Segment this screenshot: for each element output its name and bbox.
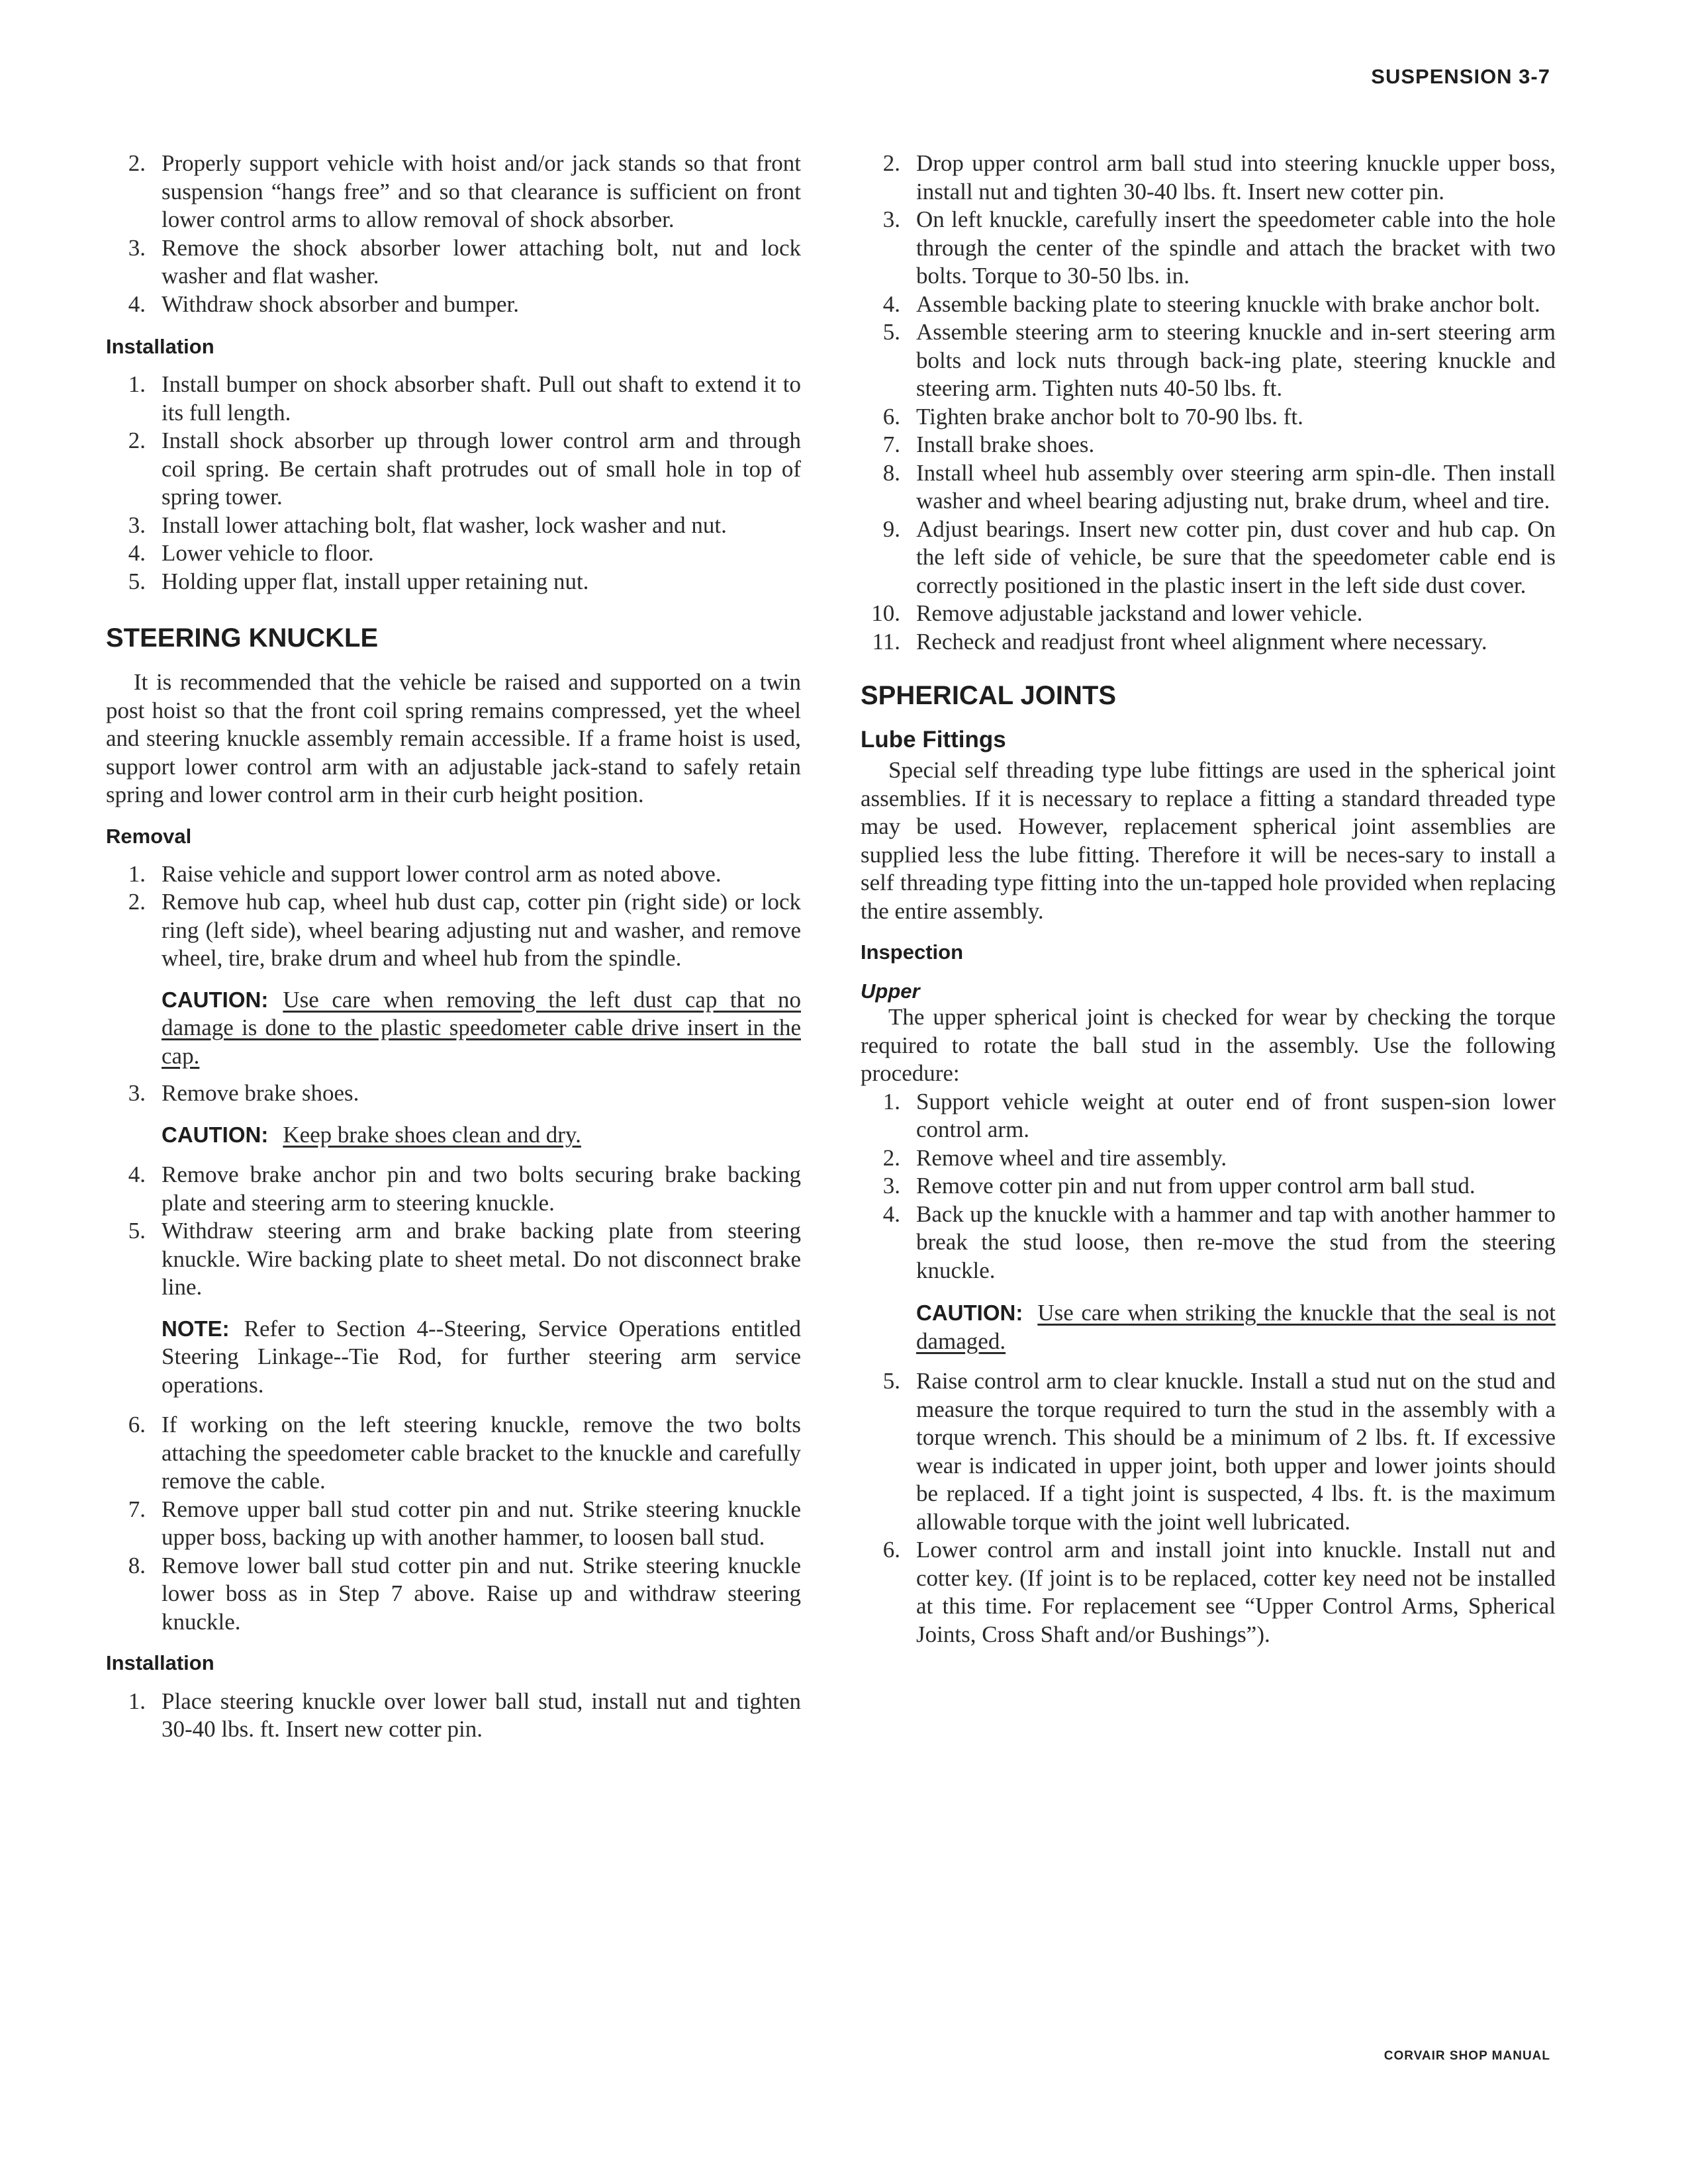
knuckle-removal-heading: Removal — [106, 824, 192, 848]
running-head: SUSPENSION 3-7 — [1371, 65, 1550, 88]
knuckle-installation-steps-continued — [861, 150, 1556, 656]
knuckle-installation-steps — [106, 1688, 801, 1744]
right-column — [861, 150, 1556, 1649]
note-text: Refer to Section 4--Steering, Service Operations entitled Steering Linkage--Tie Rod, for further steering arm service operations. — [162, 1315, 801, 1398]
list-item: 4. Withdraw shock absorber and bumper. — [128, 291, 519, 317]
list-item: 3. Remove brake shoes. — [128, 1080, 359, 1107]
list-item: 7. Install brake shoes. — [882, 432, 1095, 457]
upper-inspection-steps-b — [861, 1367, 1556, 1649]
list-item: 5. Assemble steering arm to steering knuckle and in-sert steering arm bolts and lock nuts through back-ing plate, steering knuckle and steering arm. Tighten nuts 40-50 lbs. ft. — [882, 319, 1556, 401]
knuckle-removal-steps-c — [106, 1161, 801, 1302]
upper-inspection-steps-a — [861, 1088, 1556, 1285]
shock-installation-heading: Installation — [106, 335, 214, 358]
caution-label: CAUTION: — [162, 1122, 269, 1147]
list-item: 3. Install lower attaching bolt, flat washer, lock washer and nut. — [128, 512, 727, 538]
list-item: 1. Place steering knuckle over lower ball stud, install nut and tighten 30-40 lbs. ft. Insert new cotter pin. — [128, 1688, 801, 1743]
caution-label: CAUTION: — [916, 1300, 1023, 1326]
caution-text: Use care when removing the left dust cap that no damage is done to the plastic speedometer cable drive insert in the cap. — [162, 986, 801, 1069]
list-item: 11. Recheck and readjust front wheel alignment where necessary. — [872, 628, 1487, 655]
list-item: 1. Install bumper on shock absorber shaft. Pull out shaft to extend it to its full length. — [128, 371, 801, 426]
list-item: 6. If working on the left steering knuckle, remove the two bolts attaching the speedometer cable bracket to the knuckle and carefully remove the cable. — [128, 1412, 801, 1494]
steering-knuckle-intro: It is recommended that the vehicle be raised and supported on a twin post hoist so that the front coil spring remains compressed, yet the wheel and steering knuckle assembly remain accessible. If a frame hoist is used, support lower control arm with an adjustable jack-stand to safely retain spring and lower control arm in their curb height position. — [106, 669, 801, 808]
shock-removal-steps-continued — [106, 150, 801, 318]
list-item: 2. Remove wheel and tire assembly. — [882, 1144, 1227, 1171]
list-item: 2. Drop upper control arm ball stud into steering knuckle upper boss, install nut and tighten 30-40 lbs. ft. Insert new cotter pin. — [882, 150, 1556, 205]
caution-knuckle-seal — [861, 1299, 1556, 1355]
spherical-joints-heading: SPHERICAL JOINTS — [861, 681, 1116, 710]
knuckle-installation-heading: Installation — [106, 1651, 214, 1675]
list-item: 6. Tighten brake anchor bolt to 70-90 lbs. ft. — [882, 403, 1303, 430]
left-column — [106, 150, 801, 1744]
list-item: 3. Remove cotter pin and nut from upper control arm ball stud. — [882, 1173, 1476, 1199]
list-item: 8. Install wheel hub assembly over steering arm spin-dle. Then install washer and wheel bearing adjusting nut, brake drum, wheel and tire. — [882, 459, 1556, 514]
knuckle-removal-steps-b — [106, 1079, 801, 1108]
running-foot: CORVAIR SHOP MANUAL — [1383, 2049, 1550, 2063]
upper-heading: Upper — [861, 979, 920, 1003]
caution-text: Use care when striking the knuckle that the seal is not damaged. — [916, 1300, 1556, 1354]
upper-intro: The upper spherical joint is checked for wear by checking the torque required to rotate the ball stud in the assembly. Use the following procedure: — [861, 1004, 1556, 1087]
caution-brake-shoes — [106, 1121, 801, 1150]
list-item: 8. Remove lower ball stud cotter pin and nut. Strike steering knuckle lower boss as in Step 7 above. Raise up and withdraw steering knuckle. — [128, 1552, 801, 1635]
steering-knuckle-heading: STEERING KNUCKLE — [106, 623, 379, 653]
list-item: 4. Assemble backing plate to steering knuckle with brake anchor bolt. — [882, 291, 1540, 317]
list-item: 4. Lower vehicle to floor. — [128, 540, 374, 567]
knuckle-removal-steps-a — [106, 860, 801, 973]
list-item: 4. Remove brake anchor pin and two bolts securing brake backing plate and steering arm to steering knuckle. — [128, 1161, 801, 1216]
list-item: 7. Remove upper ball stud cotter pin and nut. Strike steering knuckle upper boss, backing up with another hammer, to loosen ball stud. — [128, 1496, 801, 1551]
list-item: 5. Withdraw steering arm and brake backing plate from steering knuckle. Wire backing plate to sheet metal. Do not disconnect brake line. — [128, 1218, 801, 1300]
caution-dust-cap — [106, 986, 801, 1071]
list-item: 1. Support vehicle weight at outer end of front suspen-sion lower control arm. — [882, 1088, 1556, 1143]
knuckle-removal-steps-d — [106, 1411, 801, 1636]
list-item: 2. Remove hub cap, wheel hub dust cap, cotter pin (right side) or lock ring (left side), wheel bearing adjusting nut and washer, and remove wheel, tire, brake drum and wheel hub from the spindle. — [128, 889, 801, 972]
lube-fittings-text: Special self threading type lube fittings are used in the spherical joint assemblies. If it is necessary to replace a fitting a standard threaded type may be used. However, replacement spherical joint assemblies are supplied less the lube fitting. Therefore it will be neces-sary to install a self threading type fitting into the un-tapped hole provided when replacing the entire assembly. — [861, 757, 1556, 924]
lube-fittings-heading: Lube Fittings — [861, 727, 1006, 752]
list-item: 5. Raise control arm to clear knuckle. Install a stud nut on the stud and measure the torque required to turn the stud in the assembly with a torque wrench. This should be a minimum of 2 lbs. ft. If excessive wear is indicated in upper joint, both upper and lower joints should be replaced. If a tight joint is suspected, 4 lbs. ft. is the maximum allowable torque with the joint well lubricated. — [882, 1368, 1556, 1535]
note-label: NOTE: — [162, 1316, 230, 1341]
list-item: 1. Raise vehicle and support lower control arm as noted above. — [128, 860, 722, 887]
shock-installation-steps — [106, 371, 801, 596]
list-item: 4. Back up the knuckle with a hammer and tap with another hammer to break the stud loose, then re-move the stud from the steering knuckle. — [882, 1201, 1556, 1283]
list-item: 2. Install shock absorber up through lower control arm and through coil spring. Be certain shaft protrudes out of small hole in top of spring tower. — [128, 428, 801, 510]
caution-label: CAUTION: — [162, 987, 269, 1012]
list-item: 3. On left knuckle, carefully insert the speedometer cable into the hole through the center of the spindle and attach the bracket with two bolts. Torque to 30-50 lbs. in. — [882, 206, 1556, 289]
list-item: 10. Remove adjustable jackstand and lower vehicle. — [871, 600, 1363, 626]
list-item: 2. Properly support vehicle with hoist and/or jack stands so that front suspension “hangs free” and so that clearance is sufficient on front lower control arms to allow removal of shock absorber. — [128, 150, 801, 232]
note-steering-linkage — [106, 1315, 801, 1400]
list-item: 3. Remove the shock absorber lower attaching bolt, nut and lock washer and flat washer. — [128, 234, 801, 289]
list-item: 9. Adjust bearings. Insert new cotter pin, dust cover and hub cap. On the left side of vehicle, be sure that the speedometer cable end is correctly positioned in the plastic insert in the left side dust cover. — [882, 516, 1556, 598]
list-item: 6. Lower control arm and install joint into knuckle. Install nut and cotter key. (If joint is to be replaced, cotter key need not be installed at this time. For replacement see “Upper Control Arms, Spherical Joints, Cross Shaft and/or Bushings”). — [882, 1537, 1556, 1647]
list-item: 5. Holding upper flat, install upper retaining nut. — [128, 568, 589, 594]
caution-text: Keep brake shoes clean and dry. — [283, 1121, 581, 1148]
inspection-heading: Inspection — [861, 940, 964, 964]
